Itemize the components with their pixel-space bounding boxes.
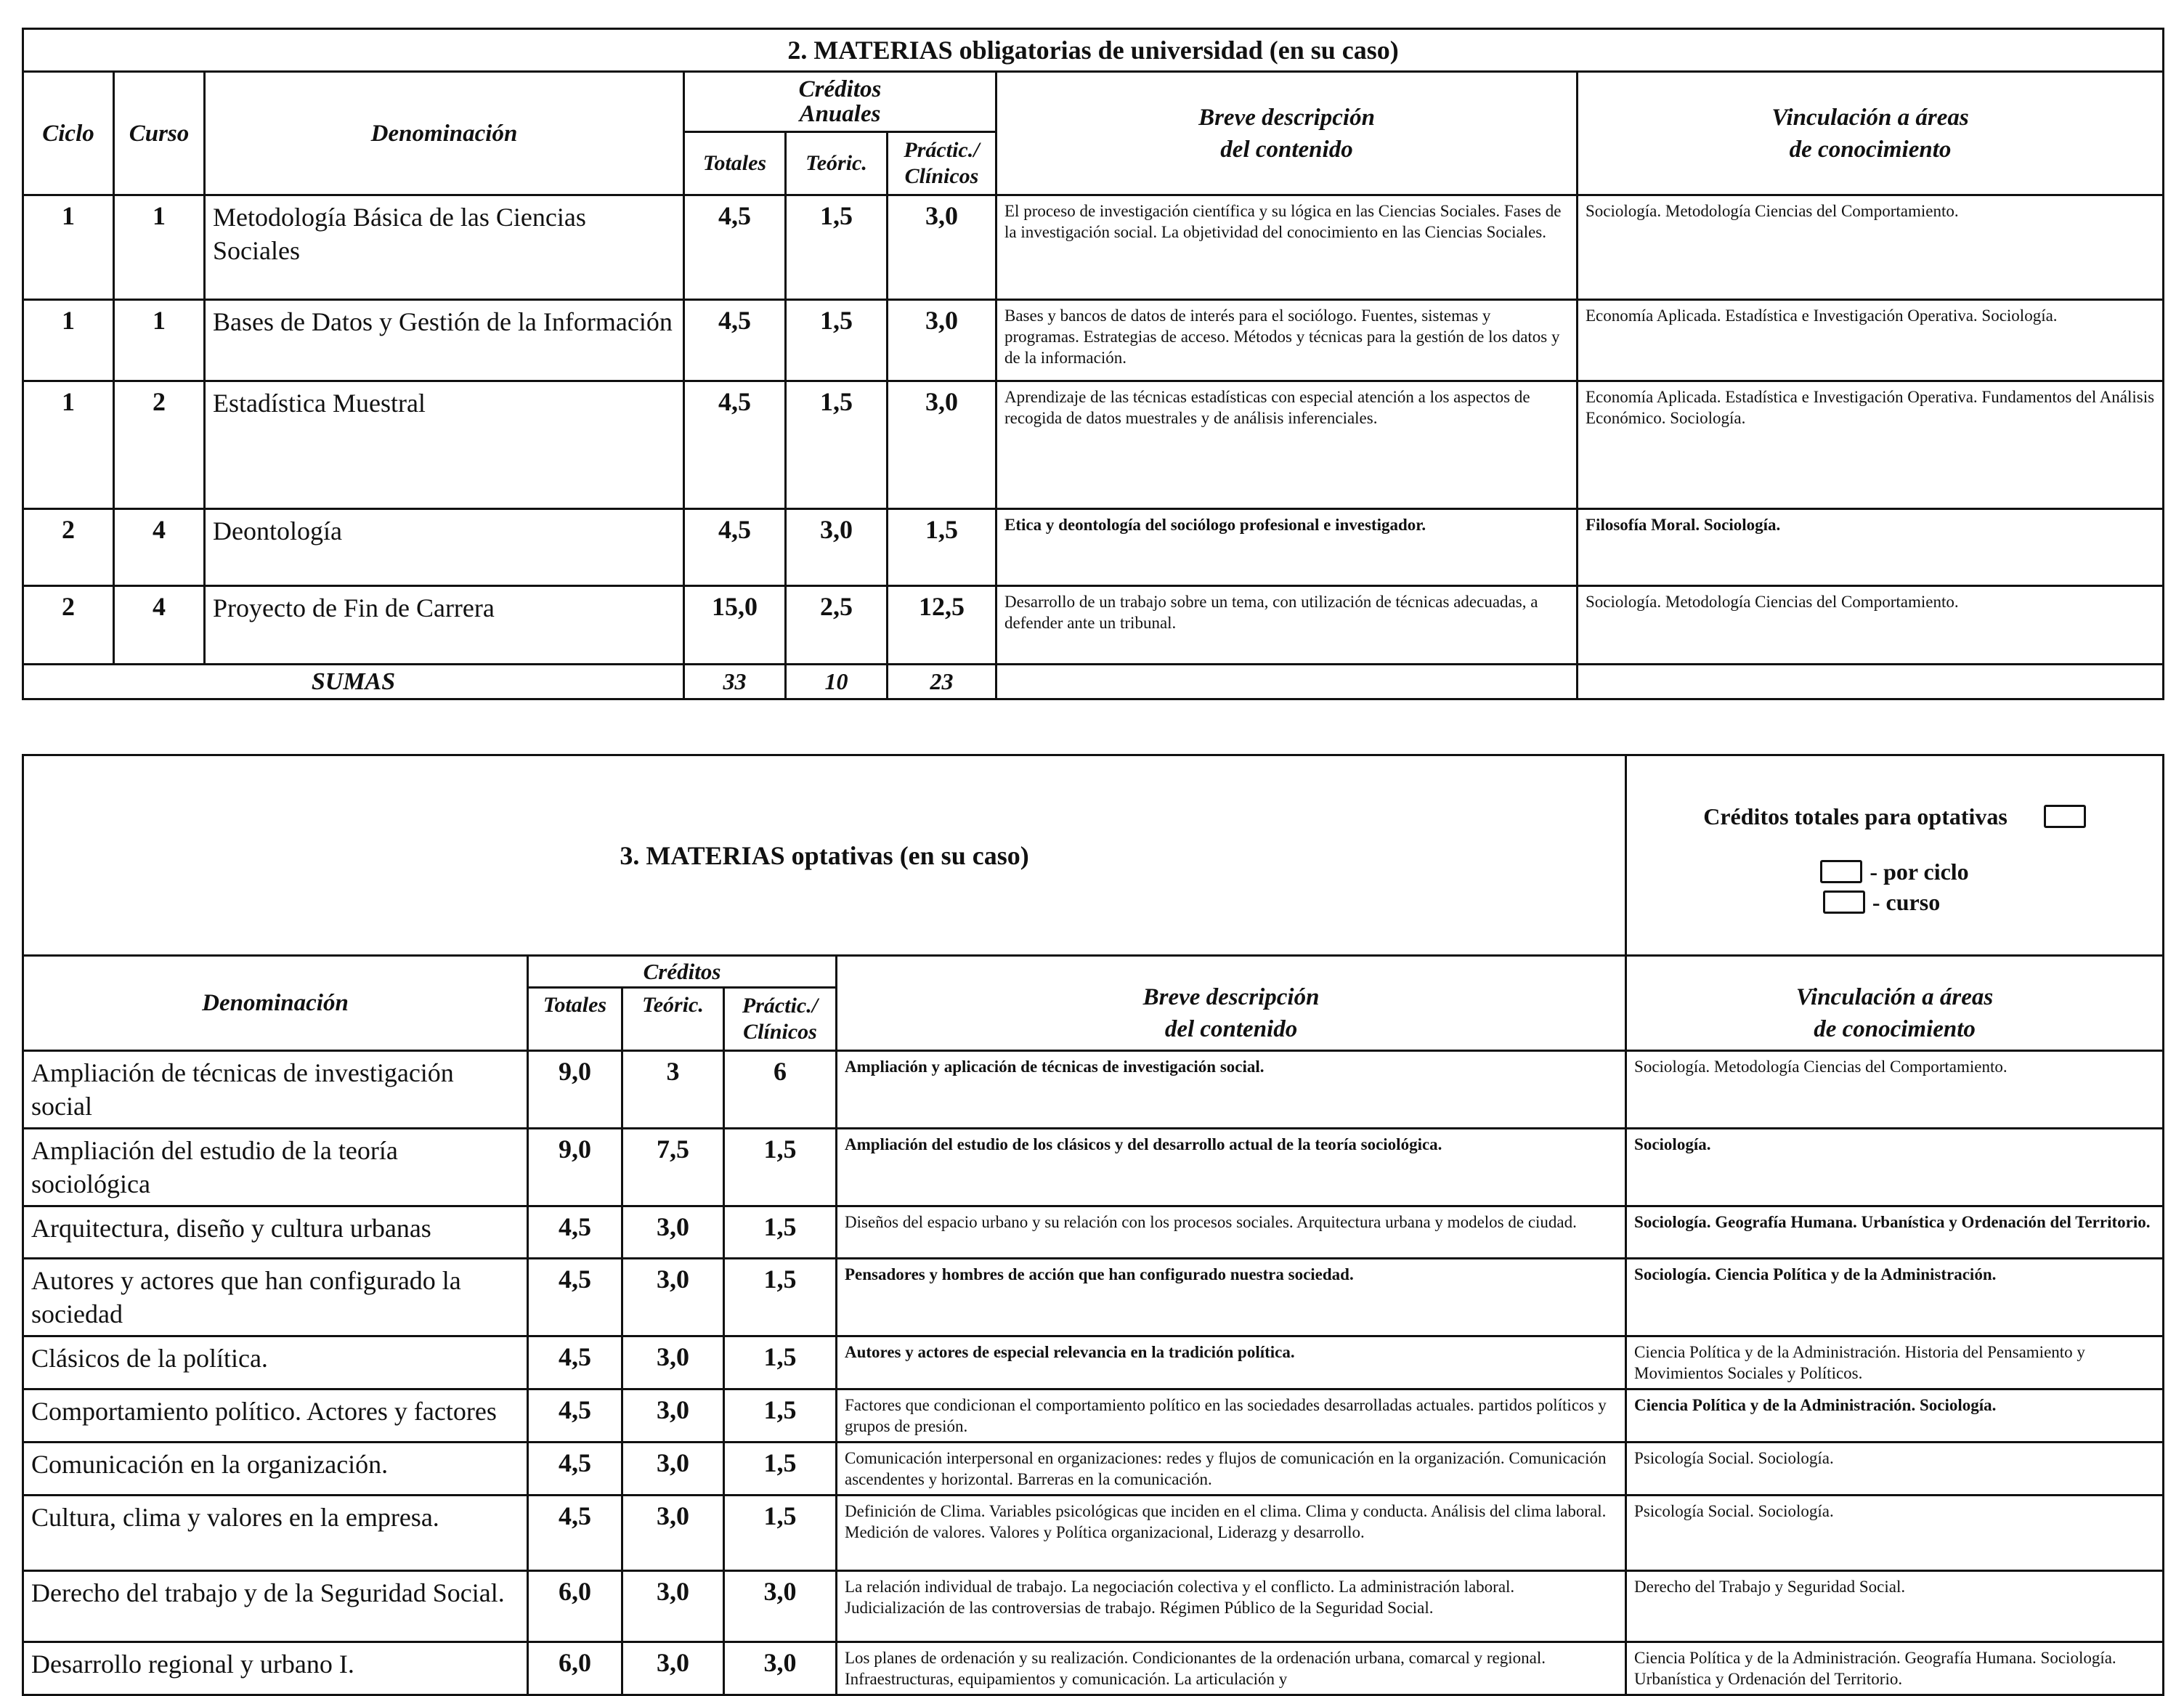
cell-vinculacion: Sociología. <box>1626 1129 2164 1206</box>
table-row <box>23 1389 2164 1443</box>
cell-descripcion: Los planes de ordenación y su realización. Condicionantes de la ordenación urbana, comarcal y regional. Infraestructuras, equipamientos y comunicación. La articulación y <box>837 1642 1626 1695</box>
curso-label: - curso <box>1872 888 1941 915</box>
header-creditos-anuales <box>684 72 996 132</box>
cell-vinculacion: Derecho del Trabajo y Seguridad Social. <box>1626 1571 2164 1642</box>
header-creditos-line1: Créditos <box>798 76 882 102</box>
cell-practic: 1,5 <box>724 1496 837 1571</box>
table-row <box>23 1642 2164 1695</box>
cell-descripcion: Definición de Clima. Variables psicológicas que inciden en el clima. Clima y conducta. Análisis del clima laboral. Medición de valores. Valores y Política organizacional, Liderazg y desarrollo. <box>837 1496 1626 1571</box>
table-row <box>23 1571 2164 1642</box>
cell-vinculacion: Ciencia Política y de la Administración. Sociología. <box>1626 1389 2164 1443</box>
header-creditos: Créditos <box>528 956 837 988</box>
cell-descripcion: Autores y actores de especial relevancia en la tradición política. <box>837 1336 1626 1389</box>
header-practic-line1: Práctic./ <box>904 138 980 162</box>
cell-teoric: 3,0 <box>622 1336 724 1389</box>
table-row <box>23 1051 2164 1129</box>
cell-vinculacion: Ciencia Política y de la Administración. Historia del Pensamiento y Movimientos Sociales y Políticos. <box>1626 1336 2164 1389</box>
creditos-totales-label: Créditos totales para optativas <box>1703 803 2008 829</box>
header-practic <box>888 132 996 195</box>
header-vinculacion <box>1626 956 2164 1051</box>
cell-denominacion: Ampliación de técnicas de investigación social <box>23 1051 528 1129</box>
cell-teoric: 3,0 <box>622 1259 724 1336</box>
cell-practic: 3,0 <box>888 381 996 509</box>
cell-denominacion: Clásicos de la política. <box>23 1336 528 1389</box>
cell-denominacion: Deontología <box>205 509 684 586</box>
cell-ciclo: 1 <box>23 300 114 381</box>
cell-ciclo: 1 <box>23 381 114 509</box>
cell-teoric: 3 <box>622 1051 724 1129</box>
cell-teoric: 1,5 <box>786 381 888 509</box>
table-row <box>23 1443 2164 1496</box>
cell-totales: 4,5 <box>528 1336 622 1389</box>
cell-totales: 4,5 <box>528 1389 622 1443</box>
sumas-descripcion-empty <box>996 665 1578 699</box>
header-vinc-line1: Vinculación a áreas <box>1795 984 1994 1010</box>
cell-ciclo: 1 <box>23 195 114 300</box>
header-breve-line1: Breve descripción <box>1198 104 1375 131</box>
cell-practic: 3,0 <box>888 300 996 381</box>
sumas-label: SUMAS <box>23 665 684 699</box>
cell-denominacion: Autores y actores que han configurado la sociedad <box>23 1259 528 1336</box>
cell-teoric: 3,0 <box>622 1389 724 1443</box>
cell-teoric: 3,0 <box>622 1571 724 1642</box>
table-row <box>23 1496 2164 1571</box>
cell-practic: 3,0 <box>724 1642 837 1695</box>
cell-vinculacion: Ciencia Política y de la Administración. Geografía Humana. Sociología. Urbanística y Ordenación del Territorio. <box>1626 1642 2164 1695</box>
curso-row <box>1634 887 2155 917</box>
cell-teoric: 1,5 <box>786 300 888 381</box>
cell-totales: 4,5 <box>684 300 786 381</box>
header-vinc-line1: Vinculación a áreas <box>1771 104 1969 131</box>
cell-descripcion: Factores que condicionan el comportamiento político en las sociedades desarrolladas actuales. partidos políticos y grupos de presión. <box>837 1389 1626 1443</box>
cell-descripcion: Diseños del espacio urbano y su relación con los procesos sociales. Arquitectura urbana y modelos de ciudad. <box>837 1206 1626 1259</box>
cell-vinculacion: Psicología Social. Sociología. <box>1626 1443 2164 1496</box>
cell-denominacion: Cultura, clima y valores en la empresa. <box>23 1496 528 1571</box>
sumas-totales: 33 <box>684 665 786 699</box>
sumas-practic: 23 <box>888 665 996 699</box>
table-row <box>23 586 2164 665</box>
cell-curso: 2 <box>114 381 205 509</box>
header-practic <box>724 988 837 1051</box>
cell-denominacion: Proyecto de Fin de Carrera <box>205 586 684 665</box>
cell-totales: 4,5 <box>684 195 786 300</box>
cell-teoric: 3,0 <box>786 509 888 586</box>
cell-ciclo: 2 <box>23 509 114 586</box>
header-denominacion: Denominación <box>205 72 684 195</box>
cell-ciclo: 2 <box>23 586 114 665</box>
cell-descripcion: Bases y bancos de datos de interés para el sociólogo. Fuentes, sistemas y programas. Estrategias de acceso. Métodos y técnicas para la gestión de los datos y de la información. <box>996 300 1578 381</box>
sumas-vinculacion-empty <box>1578 665 2164 699</box>
cell-vinculacion: Sociología. Geografía Humana. Urbanística y Ordenación del Territorio. <box>1626 1206 2164 1259</box>
cell-curso: 4 <box>114 586 205 665</box>
cell-descripcion: Ampliación y aplicación de técnicas de investigación social. <box>837 1051 1626 1129</box>
cell-practic: 1,5 <box>724 1206 837 1259</box>
cell-descripcion: Aprendizaje de las técnicas estadísticas con especial atención a los aspectos de recogida de datos muestrales y de análisis inferenciales. <box>996 381 1578 509</box>
table-materias-optativas <box>22 754 2164 1696</box>
cell-denominacion: Arquitectura, diseño y cultura urbanas <box>23 1206 528 1259</box>
table-row <box>23 1129 2164 1206</box>
cell-vinculacion: Filosofía Moral. Sociología. <box>1578 509 2164 586</box>
cell-totales: 4,5 <box>684 509 786 586</box>
table-materias-obligatorias <box>22 28 2164 700</box>
cell-curso: 4 <box>114 509 205 586</box>
cell-denominacion: Ampliación del estudio de la teoría sociológica <box>23 1129 528 1206</box>
cell-practic: 3,0 <box>888 195 996 300</box>
cell-totales: 4,5 <box>528 1259 622 1336</box>
cell-denominacion: Estadística Muestral <box>205 381 684 509</box>
cell-totales: 4,5 <box>684 381 786 509</box>
header-totales: Totales <box>528 988 622 1051</box>
cell-practic: 1,5 <box>724 1259 837 1336</box>
header-vinc-line2: de conocimiento <box>1814 1016 1976 1042</box>
header-creditos-line2: Anuales <box>799 101 881 127</box>
cell-vinculacion: Economía Aplicada. Estadística e Investigación Operativa. Sociología. <box>1578 300 2164 381</box>
cell-descripcion: Comunicación interpersonal en organizaciones: redes y flujos de comunicación en la organización. Comunicación ascendentes y horizontal. Barreras en la comunicación. <box>837 1443 1626 1496</box>
cell-denominacion: Bases de Datos y Gestión de la Información <box>205 300 684 381</box>
cell-descripcion: Etica y deontología del sociólogo profesional e investigador. <box>996 509 1578 586</box>
header-practic-line2: Clínicos <box>743 1020 817 1044</box>
header-breve-line1: Breve descripción <box>1142 984 1320 1010</box>
sumas-teoric: 10 <box>786 665 888 699</box>
cell-descripcion: El proceso de investigación científica y su lógica en las Ciencias Sociales. Fases de la investigación social. La objetividad del conocimiento en las Ciencias Sociales. <box>996 195 1578 300</box>
header-curso: Curso <box>114 72 205 195</box>
header-breve-descripcion <box>837 956 1626 1051</box>
cell-teoric: 3,0 <box>622 1496 724 1571</box>
cell-denominacion: Metodología Básica de las Ciencias Sociales <box>205 195 684 300</box>
section2-title: 2. MATERIAS obligatorias de universidad (en su caso) <box>23 29 2164 72</box>
cell-totales: 4,5 <box>528 1496 622 1571</box>
table-row <box>23 1259 2164 1336</box>
table-row <box>23 1206 2164 1259</box>
cell-practic: 6 <box>724 1051 837 1129</box>
header-vinculacion <box>1578 72 2164 195</box>
header-breve-line2: del contenido <box>1220 136 1353 163</box>
header-breve-line2: del contenido <box>1164 1016 1298 1042</box>
cell-practic: 1,5 <box>888 509 996 586</box>
cell-denominacion: Comunicación en la organización. <box>23 1443 528 1496</box>
header-denominacion: Denominación <box>23 956 528 1051</box>
cell-practic: 1,5 <box>724 1389 837 1443</box>
cell-vinculacion: Sociología. Metodología Ciencias del Comportamiento. <box>1626 1051 2164 1129</box>
table-row <box>23 381 2164 509</box>
cell-denominacion: Comportamiento político. Actores y factores <box>23 1389 528 1443</box>
cell-totales: 9,0 <box>528 1051 622 1129</box>
cell-vinculacion: Sociología. Metodología Ciencias del Comportamiento. <box>1578 586 2164 665</box>
cell-totales: 9,0 <box>528 1129 622 1206</box>
por-ciclo-label: - por ciclo <box>1870 858 1969 885</box>
cell-vinculacion: Sociología. Metodología Ciencias del Comportamiento. <box>1578 195 2164 300</box>
cell-totales: 6,0 <box>528 1642 622 1695</box>
cell-teoric: 1,5 <box>786 195 888 300</box>
por-ciclo-row <box>1634 856 2155 887</box>
cell-totales: 4,5 <box>528 1206 622 1259</box>
header-totales: Totales <box>684 132 786 195</box>
cell-descripcion: La relación individual de trabajo. La negociación colectiva y el conflicto. La administración laboral. Judicialización de las controversias de trabajo. Régimen Público de la Seguridad Social. <box>837 1571 1626 1642</box>
cell-teoric: 2,5 <box>786 586 888 665</box>
cell-totales: 15,0 <box>684 586 786 665</box>
header-ciclo: Ciclo <box>23 72 114 195</box>
cell-teoric: 3,0 <box>622 1642 724 1695</box>
cell-descripcion: Pensadores y hombres de acción que han configurado nuestra sociedad. <box>837 1259 1626 1336</box>
cell-vinculacion: Psicología Social. Sociología. <box>1626 1496 2164 1571</box>
section3-title: 3. MATERIAS optativas (en su caso) <box>23 755 1626 956</box>
cell-teoric: 3,0 <box>622 1206 724 1259</box>
cell-descripcion: Desarrollo de un trabajo sobre un tema, con utilización de técnicas adecuadas, a defender ante un tribunal. <box>996 586 1578 665</box>
curso-box[interactable] <box>1823 890 1865 914</box>
cell-vinculacion: Economía Aplicada. Estadística e Investigación Operativa. Fundamentos del Análisis Económico. Sociología. <box>1578 381 2164 509</box>
table-row <box>23 195 2164 300</box>
cell-practic: 3,0 <box>724 1571 837 1642</box>
header-practic-line1: Práctic./ <box>742 994 819 1018</box>
cell-practic: 1,5 <box>724 1336 837 1389</box>
cell-practic: 1,5 <box>724 1129 837 1206</box>
creditos-totales-box[interactable] <box>2044 805 2086 828</box>
cell-totales: 4,5 <box>528 1443 622 1496</box>
cell-practic: 1,5 <box>724 1443 837 1496</box>
sumas-row <box>23 665 2164 699</box>
table-row <box>23 300 2164 381</box>
header-practic-line2: Clínicos <box>904 164 979 188</box>
header-teoric: Teóric. <box>786 132 888 195</box>
header-vinc-line2: de conocimiento <box>1789 136 1952 163</box>
cell-denominacion: Derecho del trabajo y de la Seguridad Social. <box>23 1571 528 1642</box>
table-row <box>23 509 2164 586</box>
table-row <box>23 1336 2164 1389</box>
cell-totales: 6,0 <box>528 1571 622 1642</box>
creditos-totales-row <box>1634 801 2155 832</box>
header-breve-descripcion <box>996 72 1578 195</box>
cell-denominacion: Desarrollo regional y urbano I. <box>23 1642 528 1695</box>
cell-curso: 1 <box>114 300 205 381</box>
cell-vinculacion: Sociología. Ciencia Política y de la Administración. <box>1626 1259 2164 1336</box>
cell-practic: 12,5 <box>888 586 996 665</box>
cell-descripcion: Ampliación del estudio de los clásicos y del desarrollo actual de la teoría sociológica. <box>837 1129 1626 1206</box>
optativas-credit-box <box>1626 755 2164 956</box>
cell-teoric: 3,0 <box>622 1443 724 1496</box>
por-ciclo-box[interactable] <box>1820 860 1862 883</box>
cell-curso: 1 <box>114 195 205 300</box>
header-teoric: Teóric. <box>622 988 724 1051</box>
cell-teoric: 7,5 <box>622 1129 724 1206</box>
